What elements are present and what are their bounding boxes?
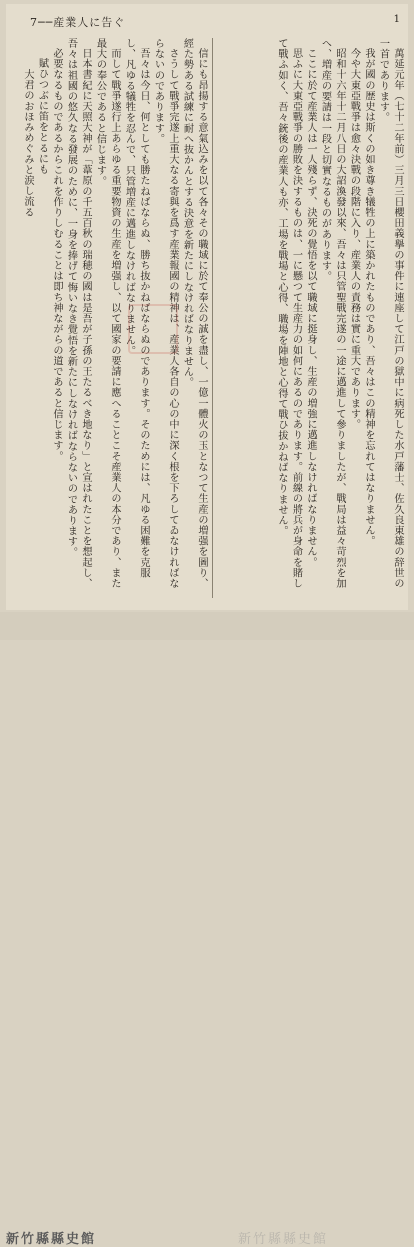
archive-watermark: 新竹縣縣史館 bbox=[6, 1232, 97, 1247]
paragraph: 今や大東亞戰爭は愈々決戰の段階に入り、産業人の責務は實に重大であります。 bbox=[348, 48, 360, 430]
paragraph: ここに於て産業人は一人殘らず、決死の覺悟を以て職域に挺身し、生産の増強に邁進しなければなりません。 bbox=[305, 48, 316, 568]
paragraph: 信にも昂揚する意氣込みを以て各々その職域に於て奉公の誠を盡し、一億一體火の玉となつて生産の増强を圖り、經た勢ある試練に耐へ抜かんとする決意を新たにしなければなりません。 bbox=[181, 38, 207, 589]
paragraph: さうして戰爭完遂上重大なる寄與を爲す産業報國の精神は、産業人各自の心の中に深く根を下ろしてゐなければならないのであります。 bbox=[152, 38, 178, 589]
paragraph: 日本書紀に天照大神が「葦原の千五百秋の瑞穂の國は是吾が子孫の王たるべき地なり」と宣はれたことを想起し、吾々は祖國の悠久なる發展のために、一身を捧げて悔いなき覺悟を新たにしなければならないのであります。 bbox=[65, 38, 91, 589]
right-text-column bbox=[220, 38, 404, 598]
poem-line: 賦ひつぶに笛をとるにも bbox=[36, 58, 48, 175]
paragraph: 我が國の歴史は斯くの如き尊き犠牲の上に築かれたものであり、吾々はこの精神を忘れてはなりません。 bbox=[363, 48, 374, 547]
document-page bbox=[6, 4, 408, 610]
paragraph: 而して戰爭遂行上あらゆる重要物資の生産を増强し、以て國家の要請に應へることこそ産業人の本分であり、また最大の奉公であると信じます。 bbox=[94, 38, 120, 589]
paragraph: 必要なるものであるからこれを作りしむることは即ち神ながらの道であると信じます。 bbox=[51, 48, 62, 462]
poem-line: 大君のおほみめぐみと涙し流る bbox=[22, 68, 33, 217]
paragraph: 吾々は今日、何としても勝たねばならぬ、勝ち抜かねばならぬのであります。そのためには、凡ゆる困難を克服し、凡ゆる犠牲を忍んで、只管増産に邁進しなければなりません。 bbox=[123, 38, 149, 579]
archive-watermark-faded: 新竹縣縣史館 bbox=[238, 1232, 329, 1247]
paragraph: 思ふに大東亞戰爭の勝敗を決するものは、一に懸つて生産力の如何にあるのであります。前線の將兵が身命を賭して戰ふ如く、吾々銃後の産業人も亦、工場を戰場と心得、職場を陣地と心得て戰ひ拔かねばなりません。 bbox=[276, 38, 302, 589]
paragraph: 昭和十六年十二月八日の大詔渙發以來、吾々は只管聖戰完遂の一途に邁進して參りましたが、戰局は益々苛烈を加へ、増産の要請は一段と切實なるものがあります。 bbox=[319, 38, 345, 589]
left-text-column bbox=[24, 38, 208, 598]
running-head: 7──産業人に告ぐ bbox=[30, 16, 126, 29]
page-number: 1 bbox=[393, 14, 400, 25]
library-stamp bbox=[128, 304, 178, 354]
footer-bar bbox=[0, 612, 414, 1247]
paragraph: 萬延元年（七十二年前）三月三日櫻田義擧の事件に連座して江戸の獄中に病死した水戸藩士、佐久良東雄の辞世の一首であります。 bbox=[377, 38, 403, 589]
column-divider bbox=[212, 38, 213, 598]
